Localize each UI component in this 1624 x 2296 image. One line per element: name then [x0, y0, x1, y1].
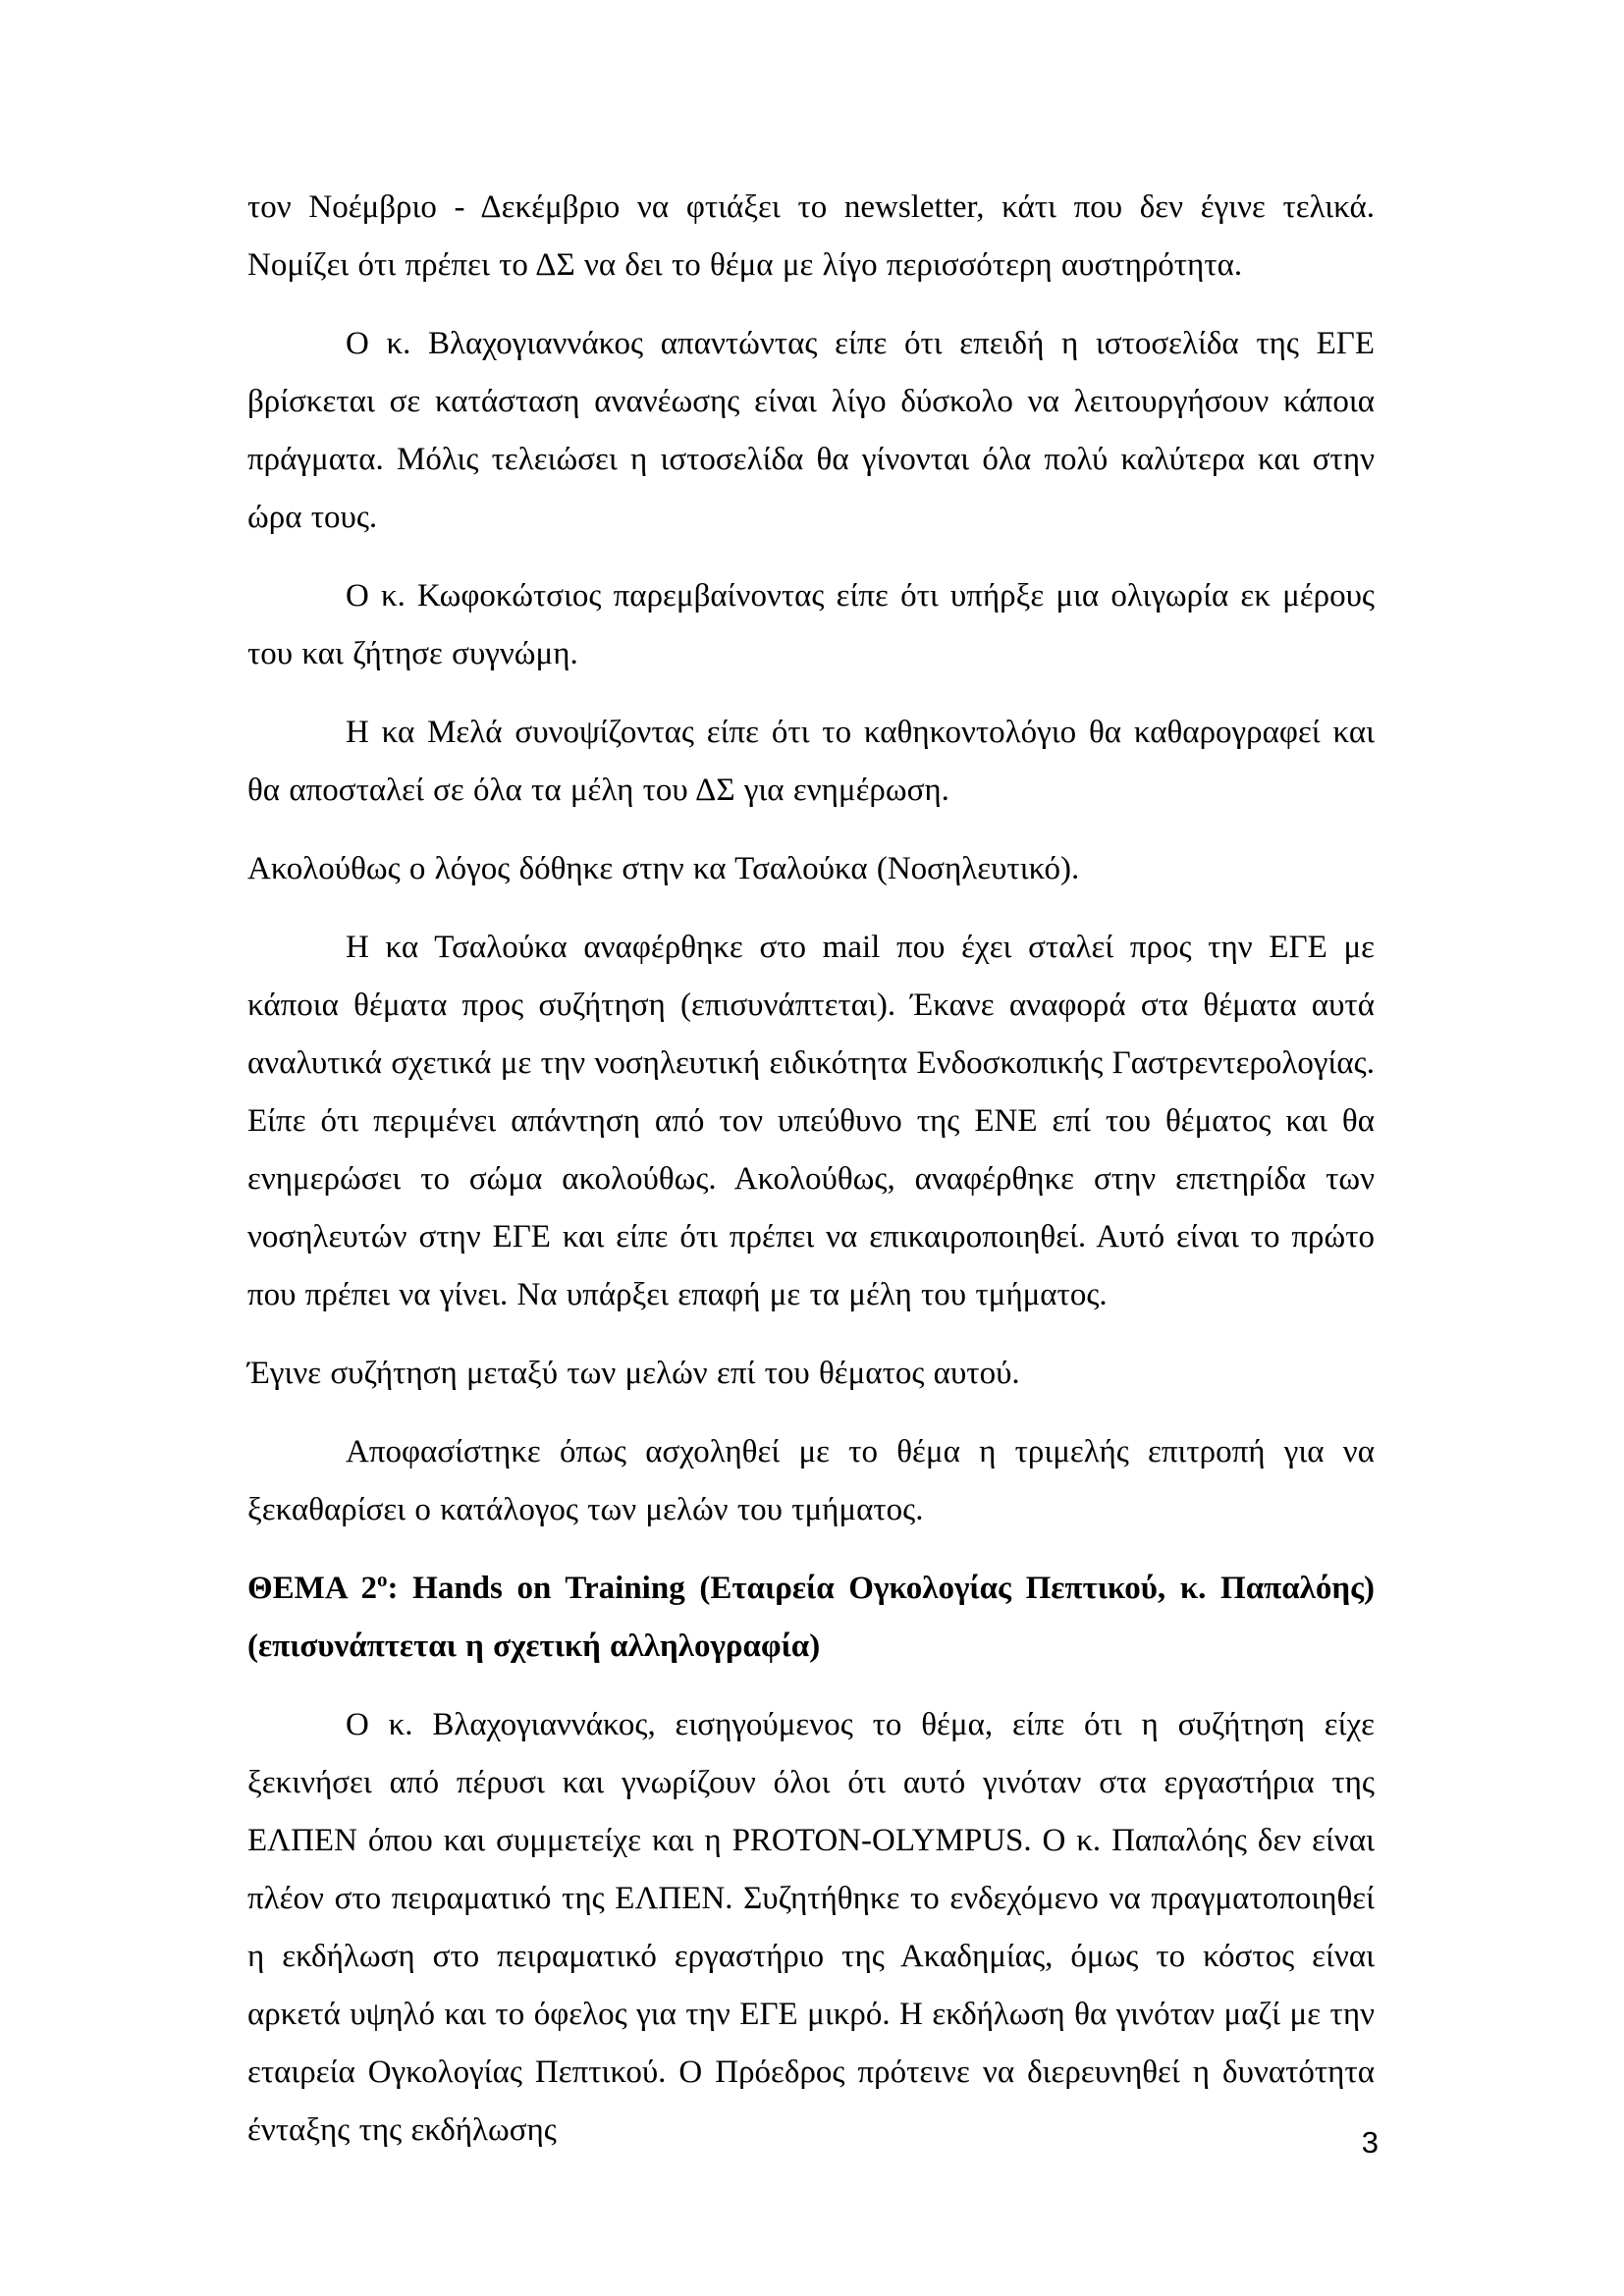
document-paragraph: Ο κ. Βλαχογιαννάκος, εισηγούμενος το θέμα, είπε ότι η συζήτηση είχε ξεκινήσει από πέρυσι και γνωρίζουν όλοι ότι αυτό γινόταν στα εργαστήρια της ΕΛΠΕΝ όπου και συμμετείχε και η PROTON-OLYMPUS. Ο κ. Παπαλόης δεν είναι πλέον στο πειραματικό της ΕΛΠΕΝ. Συζητήθηκε το ενδεχόμενο να πραγματοποιηθεί η εκδήλωση στο πειραματικό εργαστήριο της Ακαδημίας, όμως το κόστος είναι αρκετά υψηλό και το όφελος για την ΕΓΕ μικρό. Η εκδήλωση θα γινόταν μαζί με την εταιρεία Ογκολογίας Πεπτικού. Ο Πρόεδρος πρότεινε να διερευνηθεί η δυνατότητα ένταξης της εκδήλωσης [247, 1707, 1375, 2148]
page-number: 3 [1361, 2125, 1379, 2160]
document-paragraph: τον Νοέμβριο - Δεκέμβριο να φτιάξει το newsletter, κάτι που δεν έγινε τελικά. Νομίζει ότι πρέπει το ΔΣ να δει το θέμα με λίγο περισσότερη αυστηρότητα. [247, 189, 1375, 283]
document-paragraph: Αποφασίστηκε όπως ασχοληθεί με το θέμα η τριμελής επιτροπή για να ξεκαθαρίσει ο κατάλογος των μελών του τμήματος. [247, 1434, 1375, 1527]
document-paragraph: Ο κ. Κωφοκώτσιος παρεμβαίνοντας είπε ότι υπήρξε μια ολιγωρία εκ μέρους του και ζήτησε συγνώμη. [247, 578, 1375, 671]
document-paragraph: Ακολούθως ο λόγος δόθηκε στην κα Τσαλούκα (Νοσηλευτικό). [247, 851, 1080, 886]
section-heading-ordinal: ο [377, 1568, 388, 1591]
document-paragraph: Ο κ. Βλαχογιαννάκος απαντώντας είπε ότι επειδή η ιστοσελίδα της ΕΓΕ βρίσκεται σε κατάσταση ανανέωσης είναι λίγο δύσκολο να λειτουργήσουν κάποια πράγματα. Μόλις τελειώσει η ιστοσελίδα θα γίνονται όλα πολύ καλύτερα και στην ώρα τους. [247, 326, 1375, 535]
section-heading [247, 1560, 1375, 1676]
document-body [247, 179, 1375, 2180]
document-paragraph: Η κα Τσαλούκα αναφέρθηκε στο mail που έχει σταλεί προς την ΕΓΕ με κάποια θέματα προς συζήτηση (επισυνάπτεται). Έκανε αναφορά στα θέματα αυτά αναλυτικά σχετικά με την νοσηλευτική ειδικότητα Ενδοσκοπικής Γαστρεντερολογίας. Είπε ότι περιμένει απάντηση από τον υπεύθυνο της ΕΝΕ επί του θέματος και θα ενημερώσει το σώμα ακολούθως. Ακολούθως, αναφέρθηκε στην επετηρίδα των νοσηλευτών στην ΕΓΕ και είπε ότι πρέπει να επικαιροποιηθεί. Αυτό είναι το πρώτο που πρέπει να γίνει. Να υπάρξει επαφή με τα μέλη του τμήματος. [247, 930, 1375, 1312]
section-heading-prefix: ΘΕΜΑ 2 [247, 1571, 377, 1606]
section-heading-rest: : Hands on Training (Εταιρεία Ογκολογίας Πεπτικού, κ. Παπαλόης) (επισυνάπτεται η σχετική αλληλογραφία) [247, 1571, 1375, 1664]
document-paragraph: Η κα Μελά συνοψίζοντας είπε ότι το καθηκοντολόγιο θα καθαρογραφεί και θα αποσταλεί σε όλα τα μέλη του ΔΣ για ενημέρωση. [247, 715, 1375, 808]
document-paragraph: Έγινε συζήτηση μεταξύ των μελών επί του θέματος αυτού. [247, 1356, 1020, 1391]
